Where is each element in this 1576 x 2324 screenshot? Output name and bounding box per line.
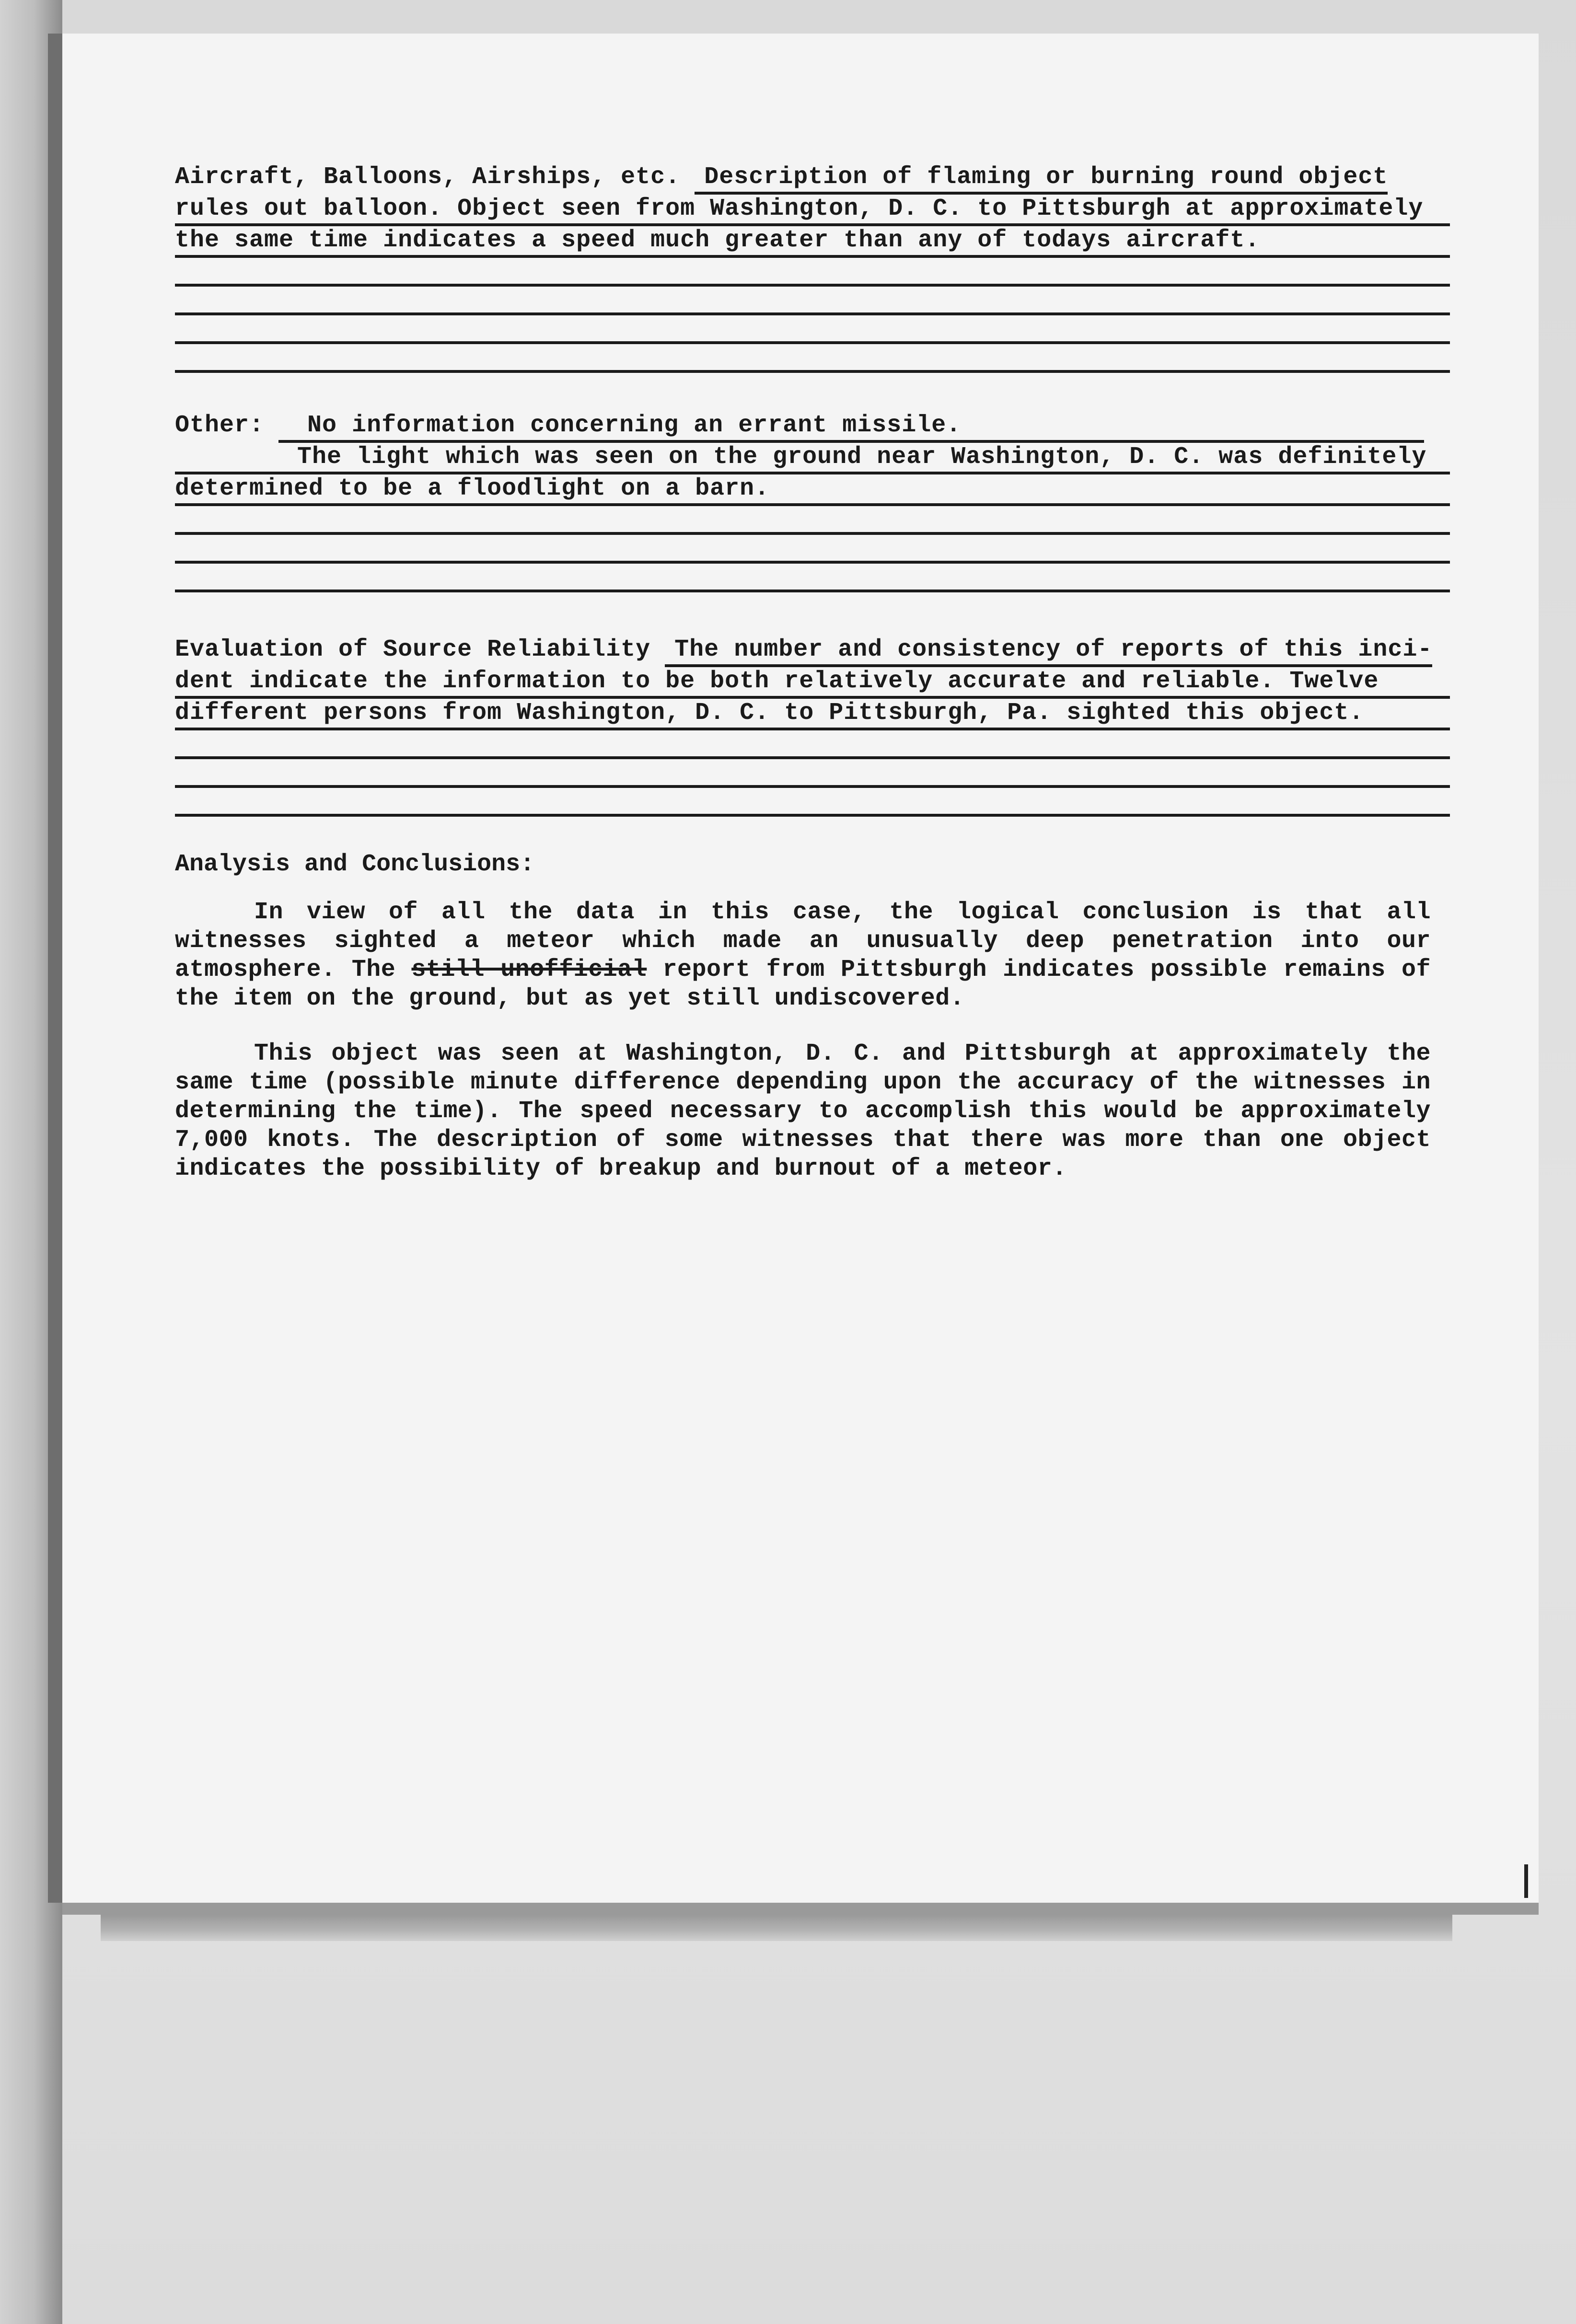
blank-rule	[175, 759, 1450, 788]
blank-rule	[175, 287, 1450, 315]
document-content	[175, 163, 1450, 1210]
evaluation-line-2: dent indicate the information to be both relatively accurate and reliable. Twelve	[175, 667, 1450, 699]
struck-text: still unofficial	[411, 956, 647, 983]
other-label: Other:	[175, 412, 265, 439]
blank-rule	[175, 506, 1450, 535]
other-line-2: The light which was seen on the ground near Washington, D. C. was definitely	[175, 443, 1450, 474]
blank-rule	[175, 535, 1450, 564]
analysis-p1-text-b: report from Pittsburgh indicates possible remains of the item on the ground, but as yet still undiscovered.	[175, 956, 1431, 1012]
evaluation-label: Evaluation of Source Reliability	[175, 636, 651, 663]
aircraft-label: Aircraft, Balloons, Airships, etc.	[175, 163, 681, 191]
section-analysis	[175, 850, 1450, 1183]
analysis-paragraph-1	[175, 898, 1431, 1013]
aircraft-line-3: the same time indicates a speed much greater than any of todays aircraft.	[175, 226, 1450, 258]
other-line-3: determined to be a floodlight on a barn.	[175, 474, 1450, 506]
page-bottom-shadow	[101, 1905, 1452, 1941]
analysis-paragraph-2: This object was seen at Washington, D. C. and Pittsburgh at approximately the same time (possible minute difference depending upon the accuracy of the witnesses in determining the time). The speed necessary to accomplish this would be approximately 7,000 knots. The description of some witnesses that there was more than one object indicates the possibility of breakup and burnout of a meteor.	[175, 1040, 1431, 1182]
aircraft-line-2: rules out balloon. Object seen from Washington, D. C. to Pittsburgh at approximately	[175, 195, 1450, 226]
aircraft-line-1: Description of flaming or burning round object	[695, 163, 1388, 195]
blank-rule	[175, 315, 1450, 344]
other-line-1: No information concerning an errant missile.	[278, 411, 1424, 443]
page-edge-mark	[1524, 1864, 1528, 1898]
section-other	[175, 411, 1450, 592]
page-left-edge-shadow	[0, 0, 62, 2324]
section-evaluation	[175, 636, 1450, 817]
analysis-p1-text-a: In view of all the data in this case, the logical conclusion is that all witnesses sighted a meteor which made an unusually deep penetration into our atmosphere. The	[175, 899, 1431, 983]
blank-rule	[175, 344, 1450, 373]
blank-rule	[175, 730, 1450, 759]
evaluation-first-line	[175, 636, 1450, 667]
other-first-line	[175, 411, 1450, 443]
blank-rule	[175, 564, 1450, 592]
blank-rule	[175, 258, 1450, 287]
evaluation-line-3: different persons from Washington, D. C. to Pittsburgh, Pa. sighted this object.	[175, 699, 1450, 730]
aircraft-first-line	[175, 163, 1450, 195]
analysis-heading: Analysis and Conclusions:	[175, 851, 535, 878]
evaluation-line-1: The number and consistency of reports of this inci-	[665, 636, 1432, 667]
section-aircraft	[175, 163, 1450, 373]
blank-rule	[175, 788, 1450, 817]
